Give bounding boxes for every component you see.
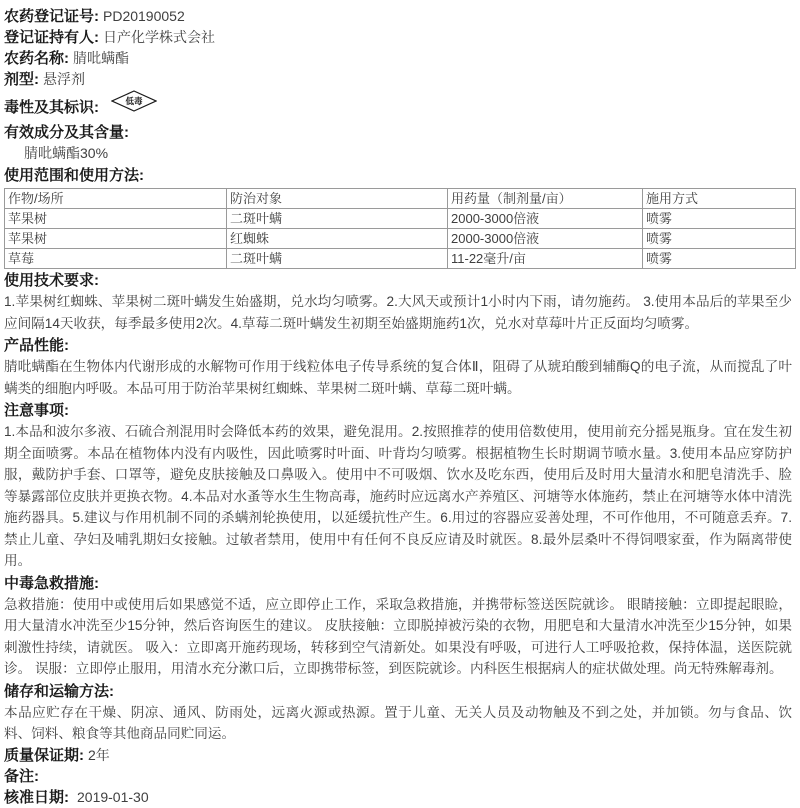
field-registration-holder — [4, 27, 796, 48]
table-cell-dosage: 2000-3000倍液 — [448, 209, 643, 229]
table-cell-dosage: 11-22毫升/亩 — [448, 249, 643, 269]
active-ingredient-heading: 有效成分及其含量: — [4, 124, 129, 141]
active-ingredient-value: 腈吡螨酯30% — [24, 145, 109, 161]
first-aid-text: 急救措施：使用中或使用后如果感觉不适，应立即停止工作，采取急救措施，并携带标签送医院就诊。 眼睛接触：立即提起眼睑，用大量清水冲洗至少15分钟，然后咨询医生的建议。 皮肤接触：立即脱掉被污染的衣物，用肥皂和大量清水冲洗至少15分钟，如果刺激性持续，请就医。 吸入：立即离开施药现场，转移到空气清新处。如果没有呼吸，可进行人工呼吸抢救，保持体温，送医院就诊。 误服：立即停止服用，用清水充分漱口后，立即携带标签，到医院就诊。内科医生根据病人的症状做处理。尚无特殊解毒剂。 — [4, 596, 792, 676]
technical-requirements-text: 1.苹果树红蜘蛛、苹果树二斑叶螨发生始盛期，兑水均匀喷雾。2.大风天或预计1小时内下雨，请勿施药。 3.使用本品后的苹果至少应间隔14天收获，每季最多使用2次。4.草莓二斑叶螨发生初期至始盛期施药1次，兑水对草莓叶片正反面均匀喷雾。 — [4, 294, 792, 331]
table-cell-crop: 苹果树 — [5, 229, 227, 249]
shelf-life-label: 质量保证期: — [4, 746, 84, 764]
product-name-label: 农药名称: — [4, 50, 69, 67]
precautions-text: 1.本品和波尔多液、石硫合剂混用时会降低本药的效果，避免混用。2.按照推荐的使用倍数使用，使用前充分摇晃瓶身。宜在发生初期全面喷雾。本品在植物体内没有内吸性，因此喷雾时叶面、叶背均匀喷雾。根据植物生长时期调节喷水量。3.使用本品应穿防护服，戴防护手套、口罩等，避免皮肤接触及口鼻吸入。使用中不可吸烟、饮水及吃东西，使用后及时用大量清水和肥皂清洗手、脸等暴露部位皮肤并更换衣物。4.本品对水蚤等水生生物高毒，施药时应远离水产养殖区、河塘等水体施药，禁止在河塘等水体中清洗施药器具。5.建议与作用机制不同的杀螨剂轮换使用，以延缓抗性产生。6.用过的容器应妥善处理，不可作他用，不可随意丢弃。7.禁止儿童、孕妇及哺乳期妇女接触。过敏者禁用，使用中有任何不良反应请及时就医。8.最外层桑叶不得饲喂家蚕，作为隔离带使用。 — [4, 424, 792, 568]
formulation-value: 悬浮剂 — [43, 71, 85, 87]
table-cell-method: 喷雾 — [643, 209, 796, 229]
registration-number-label: 农药登记证号: — [4, 8, 99, 25]
formulation-label: 剂型: — [4, 71, 39, 88]
table-cell-method: 喷雾 — [643, 229, 796, 249]
table-row — [5, 249, 796, 269]
usage-table — [4, 188, 796, 269]
toxicity-label: 毒性及其标识: — [4, 99, 99, 116]
technical-requirements-heading: 使用技术要求: — [4, 272, 99, 289]
registration-number-value: PD20190052 — [103, 8, 185, 24]
table-cell-dosage: 2000-3000倍液 — [448, 229, 643, 249]
table-cell-crop: 苹果树 — [5, 209, 227, 229]
table-row — [5, 209, 796, 229]
table-column-header: 作物/场所 — [5, 189, 227, 209]
approval-date-label: 核准日期: — [4, 788, 69, 806]
product-performance-text: 腈吡螨酯在生物体内代谢形成的水解物可作用于线粒体电子传导系统的复合体Ⅱ，阻碍了从琥珀酸到辅酶Q的电子流，从而搅乱了叶螨类的细胞内呼吸。本品可用于防治苹果树红蜘蛛、苹果树二斑叶螨、草莓二斑叶螨。 — [4, 359, 792, 396]
table-cell-method: 喷雾 — [643, 249, 796, 269]
field-toxicity — [4, 90, 796, 121]
table-cell-crop: 草莓 — [5, 249, 227, 269]
table-header-row — [5, 189, 796, 209]
storage-text: 本品应贮存在干燥、阴凉、通风、防雨处，远离火源或热源。置于儿童、无关人员及动物触及不到之处，并加锁。勿与食品、饮料、饲料、粮食等其他商品同贮同运。 — [4, 704, 792, 741]
approval-date-value: 2019-01-30 — [77, 788, 149, 805]
product-name-value: 腈吡螨酯 — [73, 50, 129, 66]
table-cell-target: 二斑叶螨 — [227, 209, 448, 229]
toxicity-symbol-text: 低毒 — [125, 96, 143, 106]
field-registration-number — [4, 6, 796, 27]
precautions-heading: 注意事项: — [4, 402, 69, 419]
table-cell-target: 二斑叶螨 — [227, 249, 448, 269]
table-row — [5, 229, 796, 249]
field-approval-date — [4, 787, 796, 808]
product-performance-heading: 产品性能: — [4, 337, 69, 354]
usage-scope-heading: 使用范围和使用方法: — [4, 167, 144, 184]
field-formulation — [4, 69, 796, 90]
field-shelf-life — [4, 745, 796, 766]
field-remarks — [4, 766, 796, 787]
shelf-life-value: 2年 — [88, 746, 110, 763]
table-column-header: 防治对象 — [227, 189, 448, 209]
storage-heading: 储存和运输方法: — [4, 682, 114, 700]
field-product-name — [4, 48, 796, 69]
table-cell-target: 红蜘蛛 — [227, 229, 448, 249]
table-column-header: 用药量（制剂量/亩） — [448, 189, 643, 209]
first-aid-heading: 中毒急救措施: — [4, 574, 99, 592]
table-column-header: 施用方式 — [643, 189, 796, 209]
low-toxicity-diamond-icon — [111, 90, 157, 112]
remarks-label: 备注: — [4, 767, 39, 785]
registration-holder-label: 登记证持有人: — [4, 29, 99, 46]
registration-holder-value: 日产化学株式会社 — [103, 29, 215, 45]
